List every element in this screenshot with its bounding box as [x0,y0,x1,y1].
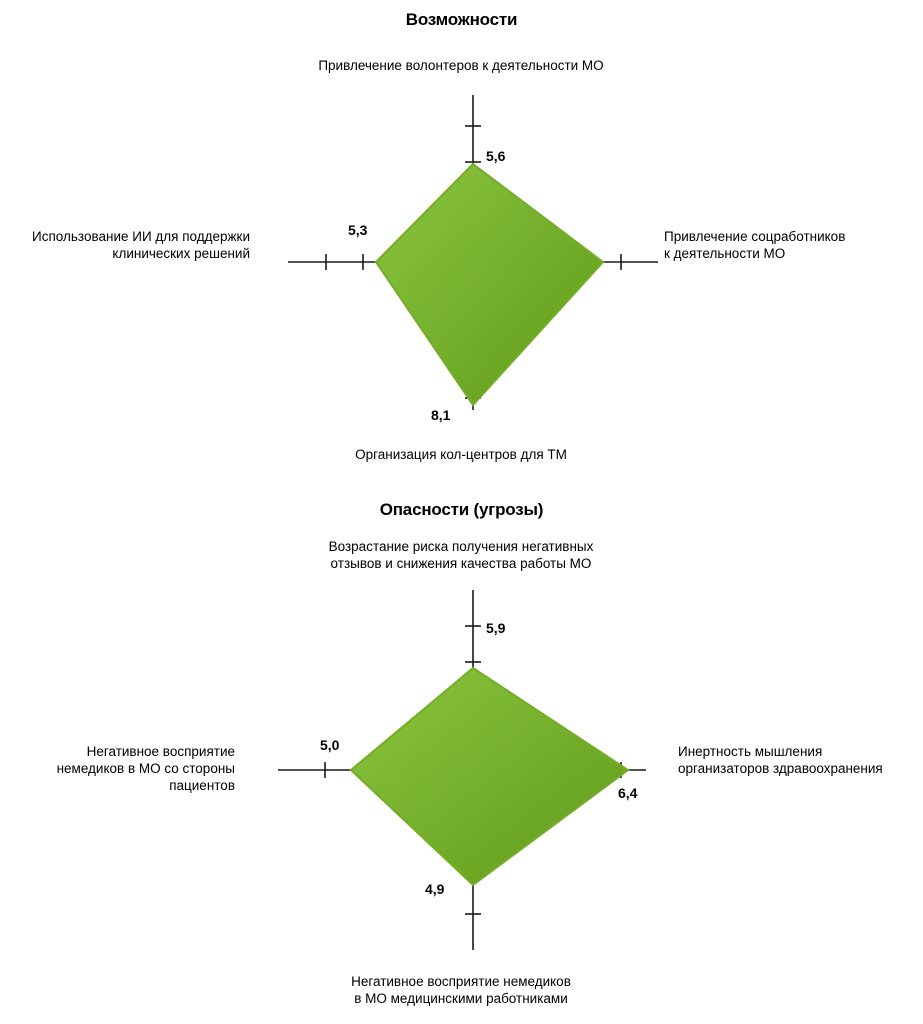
axis-label-right-threats-line2: организаторов здравоохранения [678,761,883,776]
radar-plot-opportunities [283,85,663,420]
axis-label-bottom-threats-line2: в МО медицинскими работниками [354,991,568,1006]
value-label-top-threats: 5,9 [486,620,506,636]
axis-label-top-threats-line1: Возрастание риска получения негативных [328,539,594,554]
axis-label-right-threats-line1: Инертность мышления [678,744,823,759]
axis-label-right-opportunities [664,228,914,262]
radar-plot-threats [283,585,663,960]
axis-label-left-threats-line3: пациентов [169,778,235,793]
axis-label-left-threats [5,743,235,794]
axis-label-bottom-threats-line1: Негативное восприятие немедиков [351,974,571,989]
axis-label-bottom-opportunities: Организация кол-центров для ТМ [355,447,567,462]
axis-label-left-opportunities-line1: Использование ИИ для поддержки [32,229,250,244]
axis-label-left-threats-line1: Негативное восприятие [86,744,235,759]
axis-label-top-threats-line2: отзывов и снижения качества работы МО [330,556,592,571]
chart-threats [0,490,923,1024]
axis-label-bottom-threats [271,973,651,1007]
value-label-right-threats: 6,4 [618,785,638,801]
chart-title-opportunities: Возможности [405,10,518,29]
axis-label-top-opportunities: Привлечение волонтеров к деятельности МО [318,58,604,73]
chart-opportunities [0,0,923,500]
axis-label-left-opportunities [5,228,250,262]
chart-title-threats: Опасности (угрозы) [379,500,544,519]
axis-label-right-threats [678,743,923,777]
axis-label-left-opportunities-line2: клинических решений [112,246,250,261]
value-label-left-threats: 5,0 [320,737,340,753]
value-label-left-opportunities: 5,3 [348,222,368,238]
value-label-top-opportunities: 5,6 [486,148,506,164]
axis-label-top-threats [271,538,651,572]
axis-label-left-threats-line2: немедиков в МО со стороны [56,761,235,776]
axis-label-right-opportunities-line2: к деятельности МО [664,246,786,261]
value-label-bottom-opportunities: 8,1 [431,407,451,423]
axis-label-right-opportunities-line1: Привлечение соцработников [664,229,846,244]
value-label-bottom-threats: 4,9 [425,881,445,897]
